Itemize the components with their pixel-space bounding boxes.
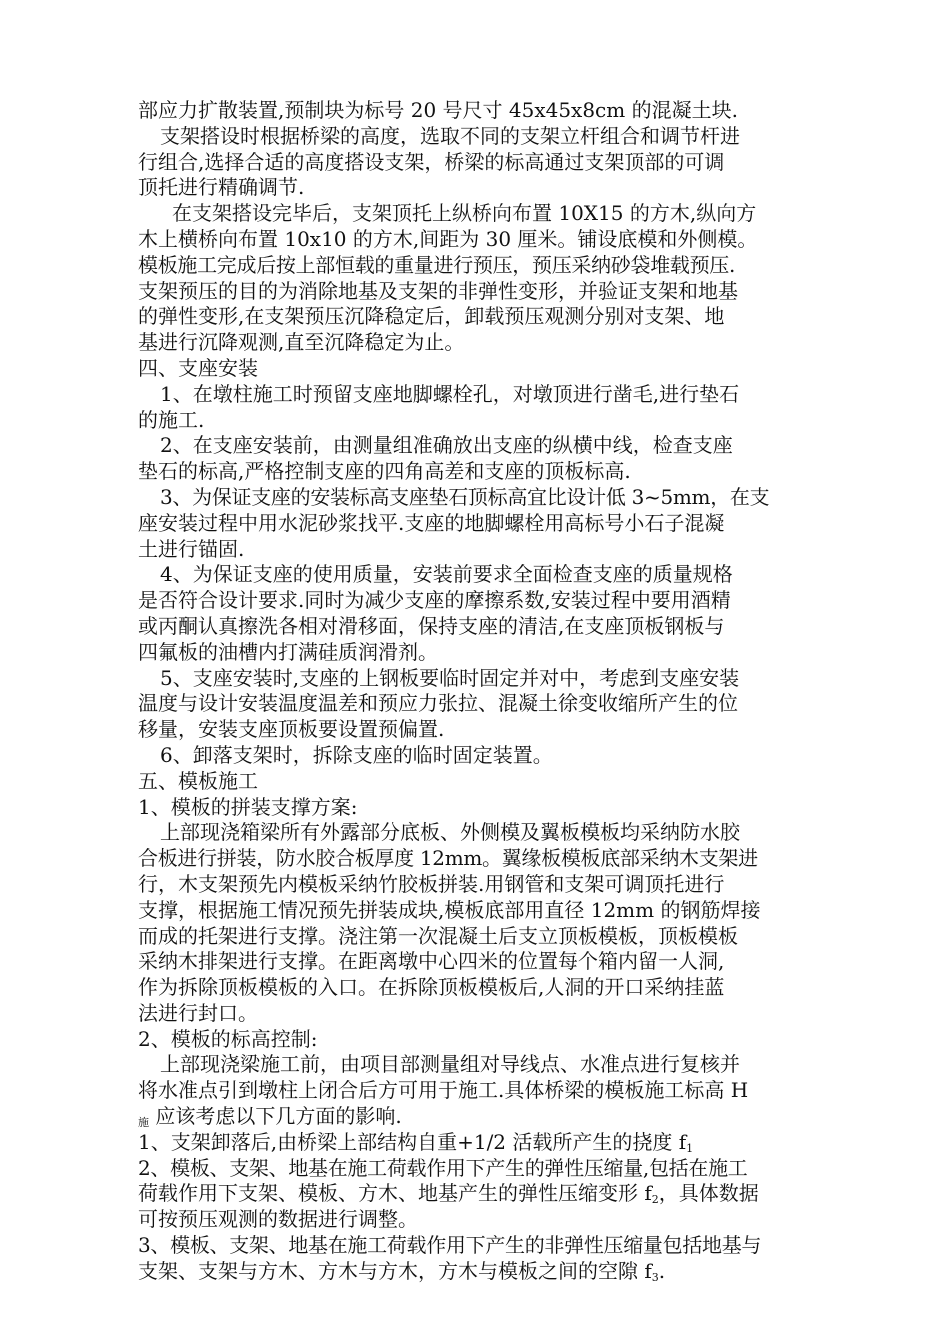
text-line: 模板施工完成后按上部恒载的重量进行预压，预压采纳砂袋堆载预压. xyxy=(138,252,736,277)
text-line: 行组合,选择合适的高度搭设支架，桥梁的标高通过支架顶部的可调 xyxy=(138,149,725,174)
text-line: 支架、支架与方木、方木与方木，方木与模板之间的空隙 $f_3$. xyxy=(138,1258,666,1284)
subscript: 1 xyxy=(686,1141,694,1155)
section-heading: 五、模板施工 xyxy=(138,768,258,793)
text-line: 4、为保证支座的使用质量，安装前要求全面检查支座的质量规格 xyxy=(160,562,733,587)
text-line: 的施工. xyxy=(138,407,205,432)
text-line: 3、为保证支座的安装标高支座垫石顶标高宜比设计低 3~5mm，在支 xyxy=(160,484,770,509)
document-page xyxy=(138,98,858,1285)
text-line: 顶托进行精确调节. xyxy=(138,175,305,200)
text-line: 或丙酮认真擦洗各相对滑移面，保持支座的清洁,在支座顶板钢板与 xyxy=(138,613,725,638)
text-line: 5、支座安装时,支座的上钢板要临时固定并对中，考虑到支座安装 xyxy=(160,665,740,690)
text-line: 将水准点引到墩柱上闭合后方可用于施工.具体桥梁的模板施工标高 H xyxy=(138,1078,749,1103)
subscript: 2 xyxy=(651,1193,659,1207)
text-line: 座安装过程中用水泥砂浆找平.支座的地脚螺栓用高标号小石子混凝 xyxy=(138,510,725,535)
text-line: 而成的托架进行支撑。浇注第一次混凝土后支立顶板模板，顶板模板 xyxy=(138,923,738,948)
text-line: 垫石的标高,严格控制支座的四角高差和支座的顶板标高. xyxy=(138,459,631,484)
text-line: 上部现浇箱梁所有外露部分底板、外侧模及翼板模板均采纳防水胶 xyxy=(160,820,740,845)
text-line: 移量，安装支座顶板要设置预偏置. xyxy=(138,717,445,742)
text-line: 荷载作用下支架、模板、方木、地基产生的弹性压缩变形 $f_2$，具体数据 xyxy=(138,1181,759,1207)
text-line: 土进行锚固. xyxy=(138,536,245,561)
text-line: 在支架搭设完毕后，支架顶托上纵桥向布置 10X15 的方木,纵向方 xyxy=(172,201,757,226)
text-line: 的弹性变形,在支架预压沉降稳定后，卸载预压观测分别对支架、地 xyxy=(138,304,725,329)
text-line: 支架搭设时根据桥梁的高度，选取不同的支架立杆组合和调节杆进 xyxy=(160,123,740,148)
text-line: 合板进行拼装，防水胶合板厚度 12mm。翼缘板模板底部采纳木支架进 xyxy=(138,846,758,871)
text-line: 作为拆除顶板模板的入口。在拆除顶板模板后,人洞的开口采纳挂蓝 xyxy=(138,975,725,1000)
text-line: 2、在支座安装前，由测量组准确放出支座的纵横中线，检查支座 xyxy=(160,433,733,458)
text-line: 部应力扩散装置,预制块为标号 20 号尺寸 45x45x8cm 的混凝土块. xyxy=(138,98,738,122)
subscript: 施 xyxy=(138,1116,149,1130)
text-line: 是否符合设计要求.同时为减少支座的摩擦系数,安装过程中要用酒精 xyxy=(138,588,731,613)
subsection-heading: 2、模板的标高控制: xyxy=(138,1026,318,1051)
text-line: 温度与设计安装温度温差和预应力张拉、混凝土徐变收缩所产生的位 xyxy=(138,691,738,716)
text-line: 四氟板的油槽内打满硅质润滑剂。 xyxy=(138,639,438,664)
text-line: 2、模板、支架、地基在施工荷载作用下产生的弹性压缩量,包括在施工 xyxy=(138,1155,748,1180)
subsection-heading: 1、模板的拼装支撑方案: xyxy=(138,794,358,819)
text-line: 基进行沉降观测,直至沉降稳定为止。 xyxy=(138,330,465,355)
text-line: 1、支架卸落后,由桥梁上部结构自重+1/2 活载所产生的挠度 $f_1$ xyxy=(138,1129,694,1155)
text-line: 木上横桥向布置 10x10 的方木,间距为 30 厘米。铺设底模和外侧模。 xyxy=(138,226,758,251)
text-line: 上部现浇梁施工前，由项目部测量组对导线点、水准点进行复核并 xyxy=(160,1052,740,1077)
text-line: 6、卸落支架时，拆除支座的临时固定装置。 xyxy=(160,742,553,767)
text-line: 支撑，根据施工情况预先拼装成块,模板底部用直径 12mm 的钢筋焊接 xyxy=(138,897,761,922)
text-line: 3、模板、支架、地基在施工荷载作用下产生的非弹性压缩量包括地基与 xyxy=(138,1233,762,1258)
section-heading: 四、支座安装 xyxy=(138,355,258,380)
text-line: 采纳木排架进行支撑。在距离墩中心四米的位置每个箱内留一人洞, xyxy=(138,949,725,974)
text-line: 可按预压观测的数据进行调整。 xyxy=(138,1207,418,1232)
text-line: 支架预压的目的为消除地基及支架的非弹性变形，并验证支架和地基 xyxy=(138,278,738,303)
text-line: 1、在墩柱施工时预留支座地脚螺栓孔，对墩顶进行凿毛,进行垫石 xyxy=(160,381,740,406)
text-line: 行，木支架预先内模板采纳竹胶板拼装.用钢管和支架可调顶托进行 xyxy=(138,871,725,896)
text-line: $_施$ 应该考虑以下几方面的影响. xyxy=(138,1104,402,1130)
text-line: 法进行封口。 xyxy=(138,1000,258,1025)
subscript: 3 xyxy=(651,1270,659,1284)
